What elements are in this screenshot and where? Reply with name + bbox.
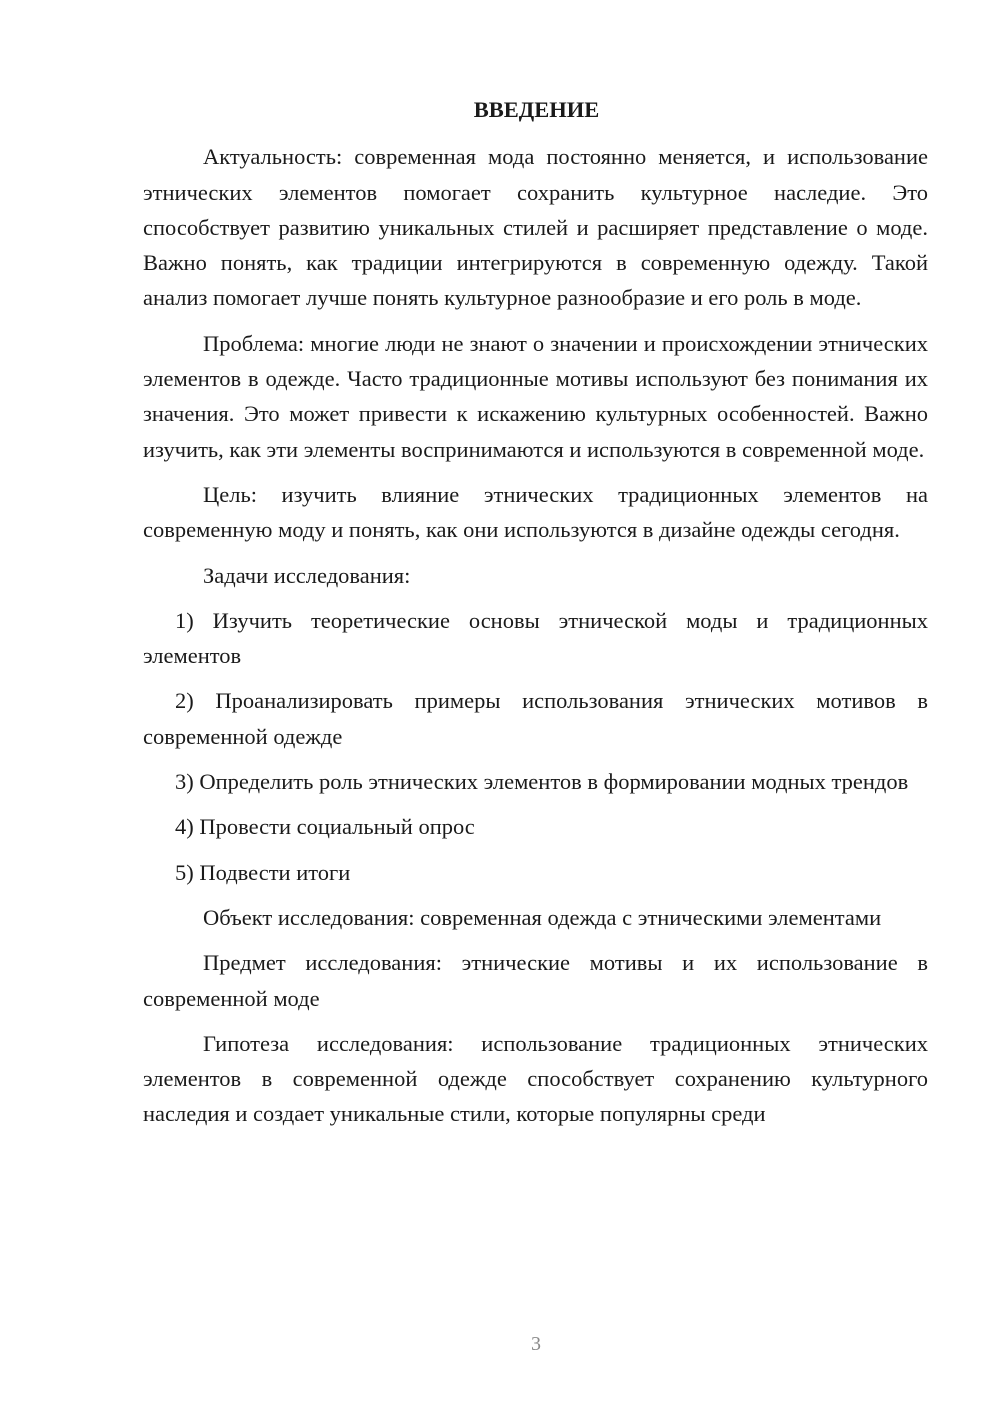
task-item: 4) Провести социальный опрос (175, 814, 475, 840)
goal-paragraph: Цель: изучить влияние этнических традиционных элементов на современную моду и понять, как они используются в дизайне одежды сегодня. (143, 481, 928, 543)
page-number: 3 (531, 1333, 541, 1355)
task-item: 2) Проанализировать примеры использования этнических мотивов в современной одежде (143, 688, 928, 749)
hypothesis-paragraph: Гипотеза исследования: использование традиционных этнических элементов в современной одежде способствует сохранению культурного наследия и создает уникальные стили, которые популярны среди (143, 1030, 928, 1127)
task-item: 5) Подвести итоги (175, 859, 351, 885)
object-paragraph: Объект исследования: современная одежда с этническими элементами (203, 904, 882, 930)
subject-paragraph: Предмет исследования: этнические мотивы и их использование в современной моде (143, 950, 928, 1011)
task-item: 1) Изучить теоретические основы этнической моды и традиционных элементов (143, 607, 928, 669)
problem-paragraph: Проблема: многие люди не знают о значении и происхождении этнических элементов в одежде. Часто традиционные мотивы используют без понимания их значения. Это может привести к искажению культурных особенностей. Важно изучить, как эти элементы воспринимаются и используются в современной моде. (143, 330, 928, 462)
page-title: ВВЕДЕНИЕ (473, 97, 600, 122)
text-column (143, 92, 928, 1142)
task-item: 3) Определить роль этнических элементов в формировании модных трендов (175, 769, 909, 795)
tasks-heading: Задачи исследования: (203, 562, 411, 588)
relevance-paragraph: Актуальность: современная мода постоянно меняется, и использование этнических элементов помогает сохранить культурное наследие. Это способствует развитию уникальных стилей и расширяет представление о моде. Важно понять, как традиции интегрируются в современную одежду. Такой анализ помогает лучше понять культурное разнообразие и его роль в моде. (143, 144, 928, 311)
